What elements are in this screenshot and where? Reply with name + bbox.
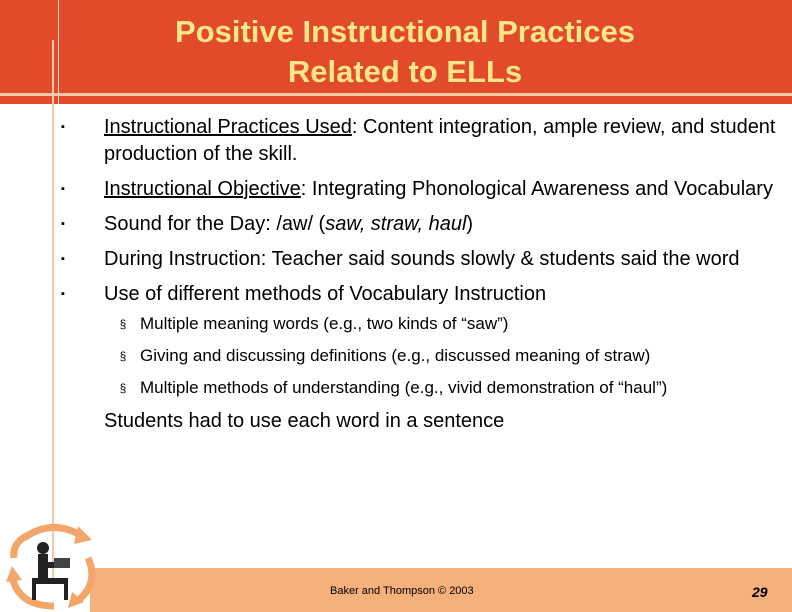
sub-bullet-item: [116, 376, 786, 400]
bullet-text: Sound for the Day: /aw/ (: [104, 213, 326, 235]
bullet-square-icon: ▪: [61, 121, 65, 133]
bullet-text: Students had to use each word in a sentence: [104, 410, 505, 432]
bullet-text: Use of different methods of Vocabulary Instruction: [104, 283, 547, 305]
bullet-separator: :: [351, 116, 358, 138]
bullet-square-icon: ▪: [61, 218, 65, 230]
bullet-separator: :: [300, 178, 307, 200]
sub-bullet-icon: §: [119, 349, 127, 363]
sub-bullet-text: Giving and discussing definitions (e.g., discussed meaning of straw): [140, 346, 651, 365]
decorative-vertical-line: [52, 40, 54, 580]
sub-bullet-item: [116, 312, 786, 336]
decorative-horizontal-line: [0, 93, 792, 96]
bullet-item: [56, 176, 786, 203]
bullet-italic-text: saw, straw, haul: [325, 213, 467, 235]
sub-bullet-icon: §: [119, 381, 127, 395]
bullet-item: [56, 114, 786, 168]
decorative-line: [58, 0, 59, 104]
bullet-item: [56, 211, 786, 238]
title-line-1: Positive Instructional Practices: [174, 14, 635, 49]
sub-bullet-text: Multiple meaning words (e.g., two kinds of “saw”): [140, 314, 509, 333]
footer-credit: Baker and Thompson © 2003: [330, 585, 474, 597]
page-number: 29: [752, 584, 768, 600]
bullet-text: Integrating Phonological Awareness and Vocabulary: [306, 178, 773, 200]
title-line-2: Related to ELLs: [287, 54, 523, 89]
bullet-label: Instructional Objective: [104, 178, 301, 200]
sub-bullet-icon: §: [119, 317, 127, 331]
bullet-text: ): [466, 213, 474, 235]
bullet-item: [56, 408, 786, 435]
bullet-label: Instructional Practices Used: [104, 116, 352, 138]
bullet-square-icon: ▪: [61, 288, 65, 300]
bullet-item: [56, 281, 786, 308]
bullet-item: [56, 246, 786, 273]
bullet-text: Content integration, ample review, and student production of the skill.: [104, 116, 776, 165]
bullet-square-icon: ▪: [61, 253, 65, 265]
bullet-square-icon: ▪: [61, 183, 65, 195]
sub-bullet-text: Multiple methods of understanding (e.g., vivid demonstration of “haul”): [140, 378, 668, 397]
content-body: [56, 114, 786, 443]
bullet-text: During Instruction: Teacher said sounds slowly & students said the word: [104, 248, 740, 270]
recycle-arrows-reader-icon: [4, 518, 100, 610]
slide-title: [60, 12, 750, 92]
sub-bullet-item: [116, 344, 786, 368]
